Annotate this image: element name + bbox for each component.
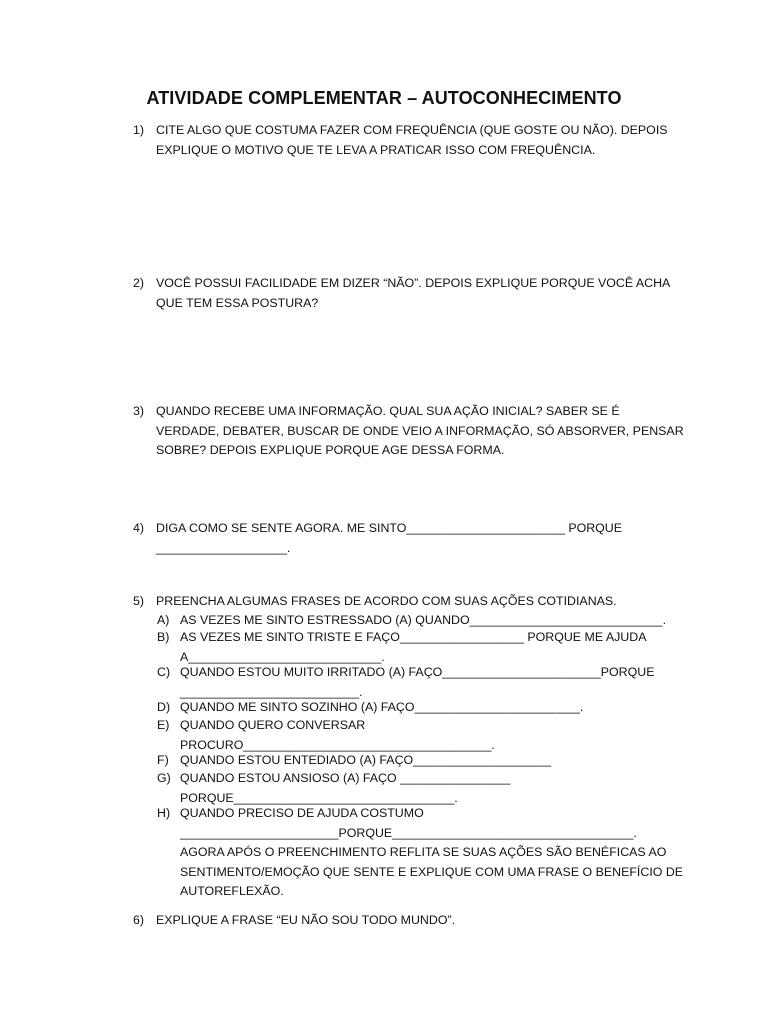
question-line: CITE ALGO QUE COSTUMA FAZER COM FREQUÊNCIA (QUE GOSTE OU NÃO). DEPOIS	[156, 123, 668, 137]
item-line: AS VEZES ME SINTO ESTRESSADO (A) QUANDO____________________________.	[180, 613, 667, 627]
item-line: _______________________PORQUE___________________________________.	[180, 825, 637, 840]
question-text	[156, 121, 666, 160]
item-line: QUANDO QUERO CONVERSAR	[180, 718, 366, 732]
question-text	[156, 274, 671, 313]
item-line: AS VEZES ME SINTO TRISTE E FAÇO__________________ PORQUE ME AJUDA	[180, 630, 647, 644]
item-letter: A)	[157, 613, 170, 627]
question-line: QUE TEM ESSA POSTURA?	[156, 295, 319, 310]
item-text	[180, 804, 684, 902]
item-text	[180, 769, 670, 808]
item-line: PROCURO____________________________________.	[180, 737, 495, 752]
item-line: A____________________________.	[180, 649, 385, 664]
question-text	[156, 911, 666, 931]
question-number: 5)	[133, 594, 145, 608]
question-text	[156, 402, 684, 461]
item-text	[180, 716, 670, 755]
item-letter: E)	[157, 718, 170, 732]
question-line: VOCÊ POSSUI FACILIDADE EM DIZER “NÃO”. DEPOIS EXPLIQUE PORQUE VOCÊ ACHA	[156, 276, 671, 290]
question-line: DIGA COMO SE SENTE AGORA. ME SINTO_______________________ PORQUE	[156, 521, 623, 535]
question-line: EXPLIQUE A FRASE “EU NÃO SOU TODO MUNDO”.	[156, 913, 456, 927]
question-line: ___________________.	[156, 540, 291, 555]
item-text	[180, 628, 670, 667]
question-number: 4)	[133, 521, 145, 535]
item-line: AUTOREFLEXÃO.	[180, 884, 284, 898]
item-text	[180, 698, 670, 718]
question-text	[156, 592, 666, 612]
question-number: 2)	[133, 276, 145, 290]
item-letter: H)	[157, 806, 171, 820]
item-letter: F)	[157, 753, 169, 767]
question-line: SOBRE? DEPOIS EXPLIQUE PORQUE AGE DESSA FORMA.	[156, 443, 505, 457]
item-line: QUANDO PRECISO DE AJUDA COSTUMO	[180, 806, 424, 820]
question-line: VERDADE, DEBATER, BUSCAR DE ONDE VEIO A INFORMAÇÃO, SÓ ABSORVER, PENSAR	[156, 423, 684, 438]
item-letter: C)	[157, 665, 171, 679]
question-number: 1)	[133, 123, 145, 137]
item-text	[180, 663, 670, 702]
page-title: ATIVIDADE COMPLEMENTAR – AUTOCONHECIMENTO	[146, 88, 622, 108]
item-line: AGORA APÓS O PREENCHIMENTO REFLITA SE SUAS AÇÕES SÃO BENÉFICAS AO	[180, 845, 667, 859]
item-line: PORQUE________________________________.	[180, 790, 458, 805]
item-line: QUANDO ESTOU MUITO IRRITADO (A) FAÇO_______________________PORQUE	[180, 665, 655, 679]
item-line: QUANDO ESTOU ANSIOSO (A) FAÇO ________________	[180, 771, 511, 785]
question-line: PREENCHA ALGUMAS FRASES DE ACORDO COM SUAS AÇÕES COTIDIANAS.	[156, 594, 617, 608]
item-text	[180, 751, 670, 771]
item-line: QUANDO ME SINTO SOZINHO (A) FAÇO________________________.	[180, 700, 584, 714]
item-letter: G)	[157, 771, 171, 785]
question-line: QUANDO RECEBE UMA INFORMAÇÃO. QUAL SUA AÇÃO INICIAL? SABER SE É	[156, 404, 620, 418]
question-text	[156, 519, 666, 558]
question-line: EXPLIQUE O MOTIVO QUE TE LEVA A PRATICAR ISSO COM FREQUÊNCIA.	[156, 142, 596, 157]
item-line: QUANDO ESTOU ENTEDIADO (A) FAÇO____________________	[180, 753, 551, 767]
item-line: SENTIMENTO/EMOÇÃO QUE SENTE E EXPLIQUE COM UMA FRASE O BENEFÍCIO DE	[180, 864, 684, 879]
question-number: 3)	[133, 404, 145, 418]
item-letter: D)	[157, 700, 171, 714]
item-letter: B)	[157, 630, 170, 644]
item-line: __________________________.	[180, 684, 363, 699]
question-number: 6)	[133, 913, 145, 927]
